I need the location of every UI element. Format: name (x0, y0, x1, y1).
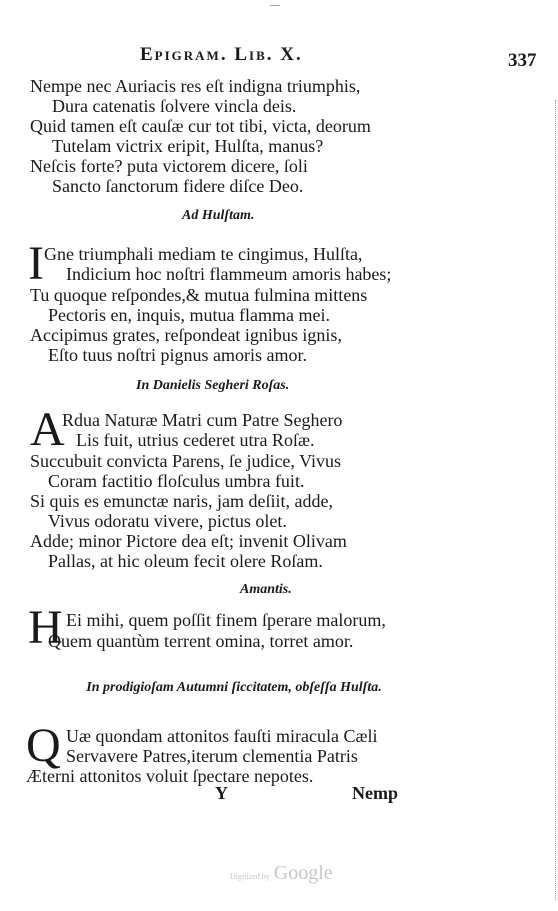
poem-heading: In prodigioſam Autumni ſiccitatem, obſeſſa Hulſta. (86, 680, 382, 695)
verse-line: Dura catenatis ſolvere vincla deis. (52, 96, 297, 116)
verse-line: Vivus odoratu vivere, pictus olet. (48, 511, 287, 531)
poem-heading: Ad Hulſtam. (182, 208, 255, 223)
verse-line: Sancto ſanctorum fidere diſce Deo. (52, 176, 304, 196)
verse-line: Coram factitio floſculus umbra fuit. (48, 471, 305, 491)
verse-line: Quid tamen eſt cauſæ cur tot tibi, victa, deorum (30, 116, 371, 136)
catchword: Nemp (352, 783, 398, 803)
digitized-watermark (230, 862, 333, 885)
drop-capital: A (30, 403, 65, 456)
verse-line: Æterni attonitos voluit ſpectare nepotes. (26, 766, 314, 786)
verse-line: Tutelam victrix eripit, Hulſta, manus? (52, 136, 324, 156)
verse-line: Adde; minor Pictore dea eſt; invenit Olivam (30, 531, 347, 551)
verse-line: Eſto tuus noſtri pignus amoris amor. (48, 345, 307, 365)
verse-line: Uæ quondam attonitos fauſti miracula Cæli (66, 726, 378, 746)
page-number: 337 (508, 50, 537, 71)
verse-line: Ei mihi, quem poſſit finem ſperare malorum, (66, 610, 386, 630)
verse-line: Tu quoque reſpondes,& mutua fulmina mittens (30, 285, 368, 305)
verse-line: Pallas, at hic oleum fecit olere Roſam. (48, 551, 323, 571)
watermark-small-text: Digitized by (230, 872, 270, 881)
google-logo: Google (273, 862, 333, 884)
poem-heading: In Danielis Segheri Roſas. (136, 378, 290, 393)
poem-heading: Amantis. (240, 582, 292, 597)
drop-capital: Q (26, 719, 61, 772)
drop-capital: H (28, 601, 63, 654)
running-head: Epigram. Lib. X. (140, 44, 303, 65)
verse-line: Succubuit convicta Parens, ſe judice, Vivus (30, 451, 342, 471)
verse-line: Accipimus grates, reſpondeat ignibus ignis, (30, 325, 342, 345)
verse-line: Neſcis forte? puta victorem dicere, ſoli (30, 156, 308, 176)
verse-line: Si quis es emunctæ naris, jam deſiit, adde, (30, 491, 333, 511)
verse-line: Gne triumphali mediam te cingimus, Hulſta, (44, 244, 363, 264)
verse-line: Pectoris en, inquis, mutua flamma mei. (48, 305, 330, 325)
drop-capital: I (28, 237, 44, 290)
page-edge-dots (551, 100, 556, 900)
verse-line: Nempe nec Auriacis res eſt indigna triumphis, (30, 76, 361, 96)
verse-line: Quem quantùm terrent omina, torret amor. (48, 631, 354, 651)
verse-line: Rdua Naturæ Matri cum Patre Seghero (62, 410, 343, 430)
verse-line: Servavere Patres,iterum clementia Patris (66, 746, 358, 766)
verse-line: Indicium hoc noſtri flammeum amoris habes; (66, 264, 392, 284)
top-mark: — (270, 0, 280, 11)
signature-mark: Y (215, 783, 228, 803)
verse-line: Lis fuit, utrius cederet utra Roſæ. (76, 430, 315, 450)
